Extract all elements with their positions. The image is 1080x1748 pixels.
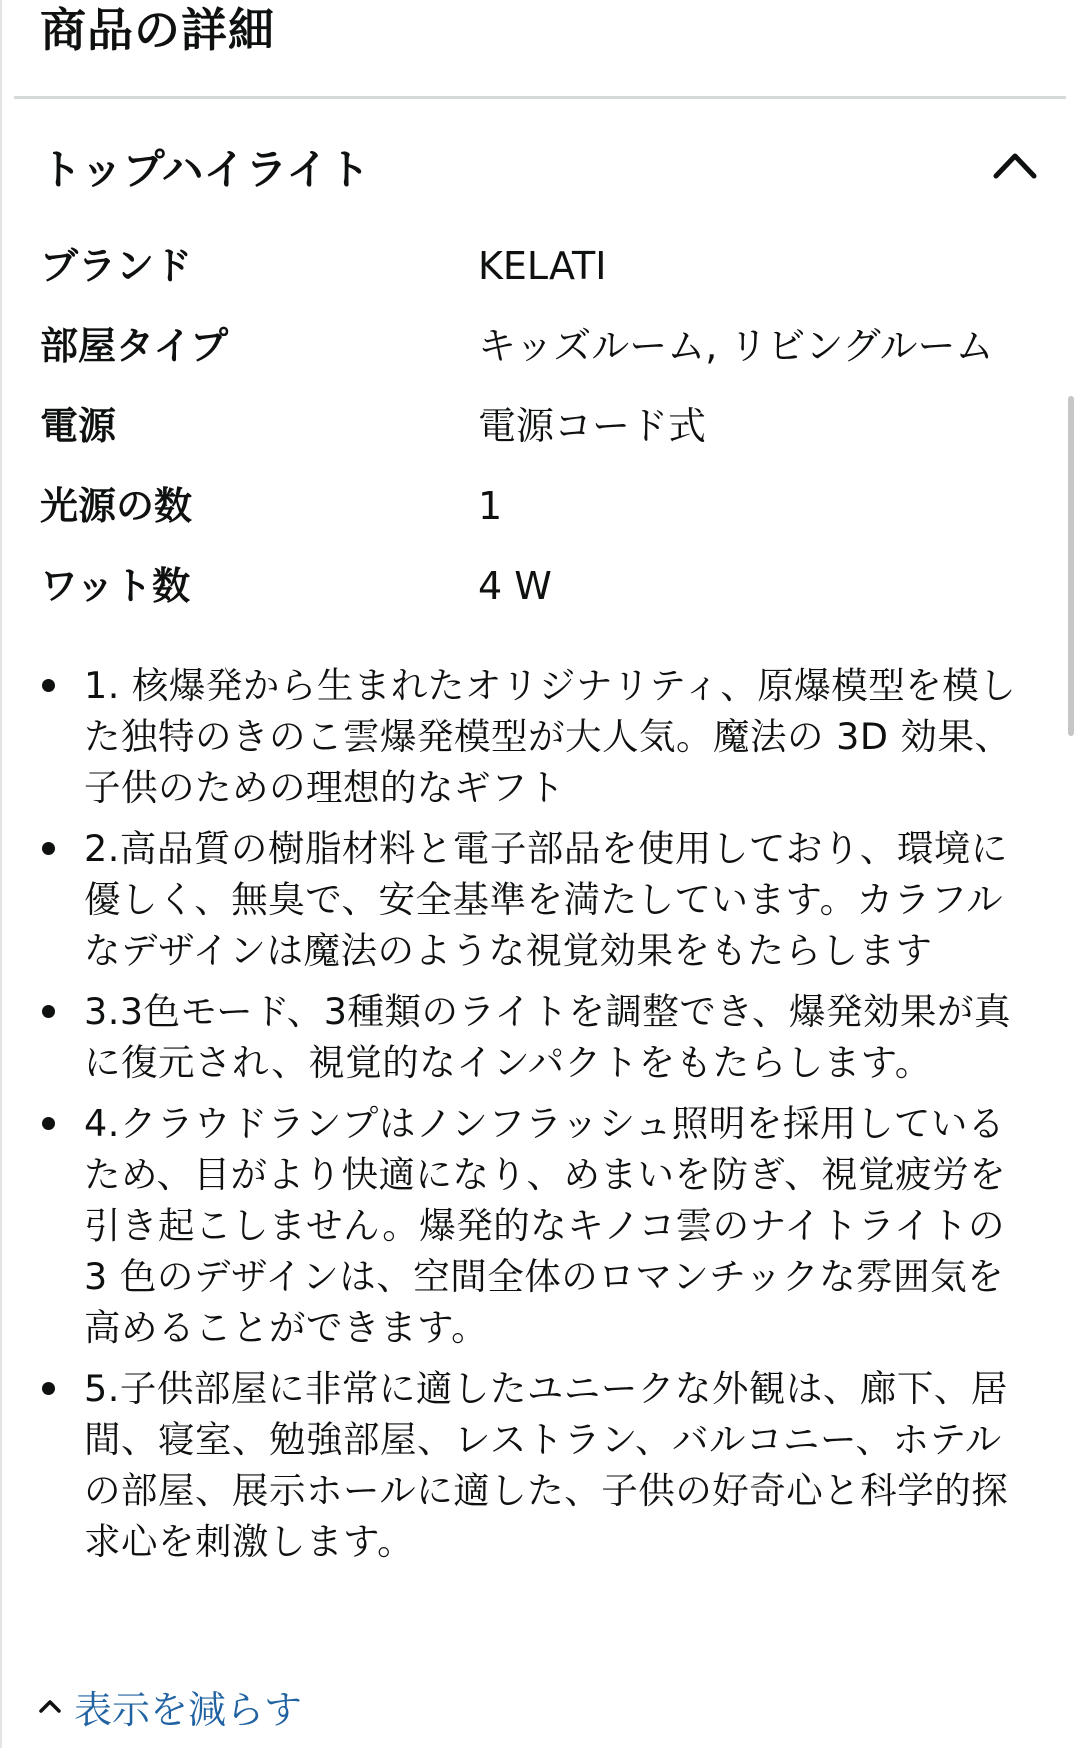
feature-bullet-text: 3.3色モード、3種類のライトを調整でき、爆発効果が真に復元され、視覚的なインパクトをもたらします。: [84, 990, 1011, 1084]
feature-bullet-text: 4.クラウドランプはノンフラッシュ照明を採用しているため、目がより快適になり、めまいを防ぎ、視覚疲労を引き起こしません。爆発的なキノコ雲のナイトライトの 3 色のデザインは、空間全体のロマンチックな雰囲気を高めることができます。: [84, 1102, 1007, 1349]
spec-row-wattage: [40, 562, 994, 642]
feature-bullet-text: 5.子供部屋に非常に適したユニークな外観は、廊下、居間、寝室、勉強部屋、レストラン、バルコニー、ホテルの部屋、展示ホールに適した、子供の好奇心と科学的探求心を刺激します。: [84, 1367, 1009, 1563]
feature-bullet: [38, 1363, 1028, 1567]
spec-value: 電源コード式: [478, 404, 707, 448]
bullet-dot-icon: [42, 1005, 55, 1018]
show-less-label: 表示を減らす: [74, 1687, 303, 1732]
bullet-dot-icon: [42, 679, 55, 692]
spec-row-power-source: [40, 402, 994, 482]
section-title: トップハイライト: [40, 145, 371, 194]
scrollbar[interactable]: [1068, 396, 1074, 736]
chevron-up-icon[interactable]: [992, 148, 1038, 182]
bullet-dot-icon: [42, 842, 55, 855]
title-divider: [14, 96, 1066, 99]
show-less-link[interactable]: [38, 1680, 302, 1732]
spec-label: 光源の数: [40, 484, 193, 528]
feature-bullet: [38, 823, 1028, 976]
chevron-up-icon: [38, 1696, 62, 1716]
feature-bullet: [38, 986, 1028, 1088]
spec-label: ワット数: [40, 564, 191, 608]
top-highlights-header[interactable]: [0, 134, 1080, 206]
spec-value: KELATI: [478, 244, 607, 288]
spec-label: ブランド: [40, 244, 193, 288]
bullet-dot-icon: [42, 1382, 55, 1395]
page-title: 商品の詳細: [40, 3, 275, 57]
spec-table: [40, 242, 994, 642]
feature-bullet-text: 1. 核爆発から生まれたオリジナリティ、原爆模型を模した独特のきのこ雲爆発模型が大人気。魔法の 3D 効果、子供のための理想的なギフト: [84, 664, 1017, 809]
feature-bullet-list: [38, 660, 1028, 1577]
spec-label: 電源: [40, 404, 117, 448]
spec-row-brand: [40, 242, 994, 322]
spec-row-light-sources: [40, 482, 994, 562]
feature-bullet: [38, 660, 1028, 813]
spec-value: キッズルーム, リビングルーム: [478, 324, 994, 368]
spec-label: 部屋タイプ: [40, 324, 229, 368]
spec-row-room-type: [40, 322, 994, 402]
feature-bullet-text: 2.高品質の樹脂材料と電子部品を使用しており、環境に優しく、無臭で、安全基準を満たしています。カラフルなデザインは魔法のような視覚効果をもたらします: [84, 827, 1008, 972]
spec-value: 1: [478, 484, 503, 528]
frame-edge: [0, 0, 2, 1748]
feature-bullet: [38, 1098, 1028, 1353]
bullet-dot-icon: [42, 1117, 55, 1130]
spec-value: 4 W: [478, 564, 552, 608]
